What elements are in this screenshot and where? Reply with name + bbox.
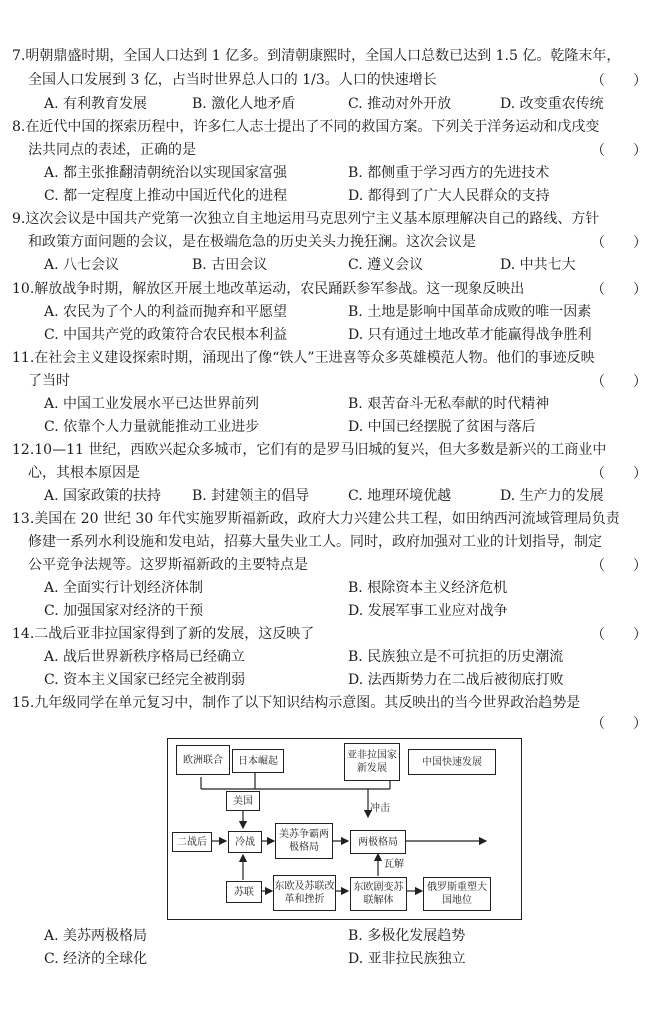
q15-stem-line1: 15.九年级同学在单元复习中，制作了以下知识结构示意图。其反映出的当今世界政治趋势是 <box>12 695 581 711</box>
q8-stem-line2: 法共同点的表述，正确的是 <box>28 142 196 158</box>
q9-answer-paren[interactable]: （ ） <box>591 235 647 251</box>
q9-option-a[interactable]: A. 八七会议 <box>44 257 120 273</box>
q7-option-b[interactable]: B. 激化人地矛盾 <box>192 96 296 112</box>
knowledge-structure-diagram <box>167 738 522 920</box>
q14-answer-paren[interactable]: （ ） <box>591 627 647 643</box>
q7-option-c[interactable]: C. 推动对外开放 <box>348 96 452 112</box>
q7-option-a[interactable]: A. 有利教育发展 <box>44 96 148 112</box>
q15-option-d[interactable]: D. 亚非拉民族独立 <box>348 951 466 967</box>
q12-option-a[interactable]: A. 国家政策的扶持 <box>44 488 162 504</box>
box-china-rapid-development: 中国快速发展 <box>408 749 496 775</box>
q9-option-d[interactable]: D. 中共七大 <box>500 257 576 273</box>
q13-option-c[interactable]: C. 加强国家对经济的干预 <box>44 603 204 619</box>
box-cold-war: 冷战 <box>228 831 262 853</box>
q15-option-a[interactable]: A. 美苏两极格局 <box>44 928 148 944</box>
box-us-soviet-rivalry: 美苏争霸两极格局 <box>275 823 333 859</box>
q11-answer-paren[interactable]: （ ） <box>591 374 647 390</box>
q11-option-d[interactable]: D. 中国已经摆脱了贫困与落后 <box>348 419 536 435</box>
q9-option-c[interactable]: C. 遵义会议 <box>348 257 424 273</box>
box-eu-union: 欧洲联合 <box>176 745 230 775</box>
q10-answer-paren[interactable]: （ ） <box>591 282 647 298</box>
q11-option-a[interactable]: A. 中国工业发展水平已达世界前列 <box>44 396 260 412</box>
q8-option-b[interactable]: B. 都侧重于学习西方的先进技术 <box>348 165 550 181</box>
q15-option-b[interactable]: B. 多极化发展趋势 <box>348 928 466 944</box>
q12-option-c[interactable]: C. 地理环境优越 <box>348 488 452 504</box>
q13-option-d[interactable]: D. 发展军事工业应对战争 <box>348 603 508 619</box>
q13-option-a[interactable]: A. 全面实行计划经济体制 <box>44 580 204 596</box>
q7-option-d[interactable]: D. 改变重农传统 <box>500 96 604 112</box>
q8-answer-paren[interactable]: （ ） <box>591 143 647 159</box>
box-postwar: 二战后 <box>172 832 212 852</box>
q9-stem-line2: 和政策方面问题的会议，是在极端危急的历史关头力挽狂澜。这次会议是 <box>28 234 476 250</box>
q15-answer-paren[interactable]: （ ） <box>591 716 647 732</box>
q11-option-c[interactable]: C. 依靠个人力量就能推动工业进步 <box>44 419 260 435</box>
q8-stem-line1: 8.在近代中国的探索历程中，许多仁人志士提出了不同的救国方案。下列关于洋务运动和戊戌变 <box>12 119 600 135</box>
box-upheaval-dissolution: 东欧剧变苏联解体 <box>350 877 407 911</box>
q10-option-a[interactable]: A. 农民为了个人的利益而抛弃和平愿望 <box>44 304 288 320</box>
q13-stem-line2: 修建一系列水利设施和发电站，招募大量失业工人。同时，政府加强对工业的计划指导，制定 <box>28 534 602 550</box>
q9-option-b[interactable]: B. 古田会议 <box>192 257 268 273</box>
q12-stem-line2: 心，其根本原因是 <box>28 465 140 481</box>
box-russia-great-power: 俄罗斯重塑大国地位 <box>423 877 491 911</box>
q12-option-b[interactable]: B. 封建领主的倡导 <box>192 488 310 504</box>
q8-option-c[interactable]: C. 都一定程度上推动中国近代化的进程 <box>44 188 288 204</box>
box-asia-africa-latin-development: 亚非拉国家新发展 <box>344 743 400 781</box>
box-ussr: 苏联 <box>226 881 262 903</box>
box-usa: 美国 <box>226 791 260 811</box>
label-impact: 冲击 <box>370 803 390 814</box>
q7-answer-paren[interactable]: （ ） <box>591 73 647 89</box>
q14-option-c[interactable]: C. 资本主义国家已经完全被削弱 <box>44 672 246 688</box>
label-dissolve: 瓦解 <box>384 859 404 870</box>
q9-stem-line1: 9.这次会议是中国共产党第一次独立自主地运用马克思列宁主义基本原理解决自己的路线、方针 <box>12 211 600 227</box>
q10-option-c[interactable]: C. 中国共产党的政策符合农民根本利益 <box>44 327 288 343</box>
q12-option-d[interactable]: D. 生产力的发展 <box>500 488 604 504</box>
q7-stem-line1: 7.明朝鼎盛时期，全国人口达到 1 亿多。到清朝康熙时，全国人口总数已达到 1.5 亿。乾隆末年， <box>12 48 621 64</box>
q11-stem-line2: 了当时 <box>28 373 70 389</box>
q14-option-a[interactable]: A. 战后世界新秩序格局已经确立 <box>44 649 246 665</box>
q13-answer-paren[interactable]: （ ） <box>591 558 647 574</box>
q15-option-c[interactable]: C. 经济的全球化 <box>44 951 148 967</box>
q12-stem-line1: 12.10—11 世纪，西欧兴起众多城市，它们有的是罗马旧城的复兴，但大多数是新兴的工商业中 <box>12 442 607 458</box>
q14-option-b[interactable]: B. 民族独立是不可抗拒的历史潮流 <box>348 649 564 665</box>
q11-option-b[interactable]: B. 艰苦奋斗无私奉献的时代精神 <box>348 396 550 412</box>
q13-option-b[interactable]: B. 根除资本主义经济危机 <box>348 580 508 596</box>
q14-option-d[interactable]: D. 法西斯势力在二战后被彻底打败 <box>348 672 564 688</box>
q13-stem-line1: 13.美国在 20 世纪 30 年代实施罗斯福新政，政府大力兴建公共工程，如田纳西河流域管理局负责 <box>12 511 620 527</box>
q7-stem-line2: 全国人口发展到 3 亿，占当时世界总人口的 1/3。人口的快速增长 <box>28 72 437 88</box>
q8-option-d[interactable]: D. 都得到了广大人民群众的支持 <box>348 188 550 204</box>
box-bipolar-pattern: 两极格局 <box>350 830 406 854</box>
box-reform-setbacks: 东欧及苏联改革和挫折 <box>273 875 336 911</box>
q10-option-d[interactable]: D. 只有通过土地改革才能赢得战争胜利 <box>348 327 592 343</box>
box-japan-rise: 日本崛起 <box>232 749 284 773</box>
q10-option-b[interactable]: B. 土地是影响中国革命成败的唯一因素 <box>348 304 592 320</box>
q8-option-a[interactable]: A. 都主张推翻清朝统治以实现国家富强 <box>44 165 288 181</box>
q13-stem-line3: 公平竞争法规等。这罗斯福新政的主要特点是 <box>28 557 308 573</box>
q14-stem-line1: 14.二战后亚非拉国家得到了新的发展，这反映了 <box>12 626 315 642</box>
q11-stem-line1: 11.在社会主义建设探索时期，涌现出了像“铁人”王进喜等众多英雄模范人物。他们的事迹反映 <box>12 350 595 366</box>
q10-stem-line1: 10.解放战争时期，解放区开展土地改革运动，农民踊跃参军参战。这一现象反映出 <box>12 281 525 297</box>
q12-answer-paren[interactable]: （ ） <box>591 466 647 482</box>
